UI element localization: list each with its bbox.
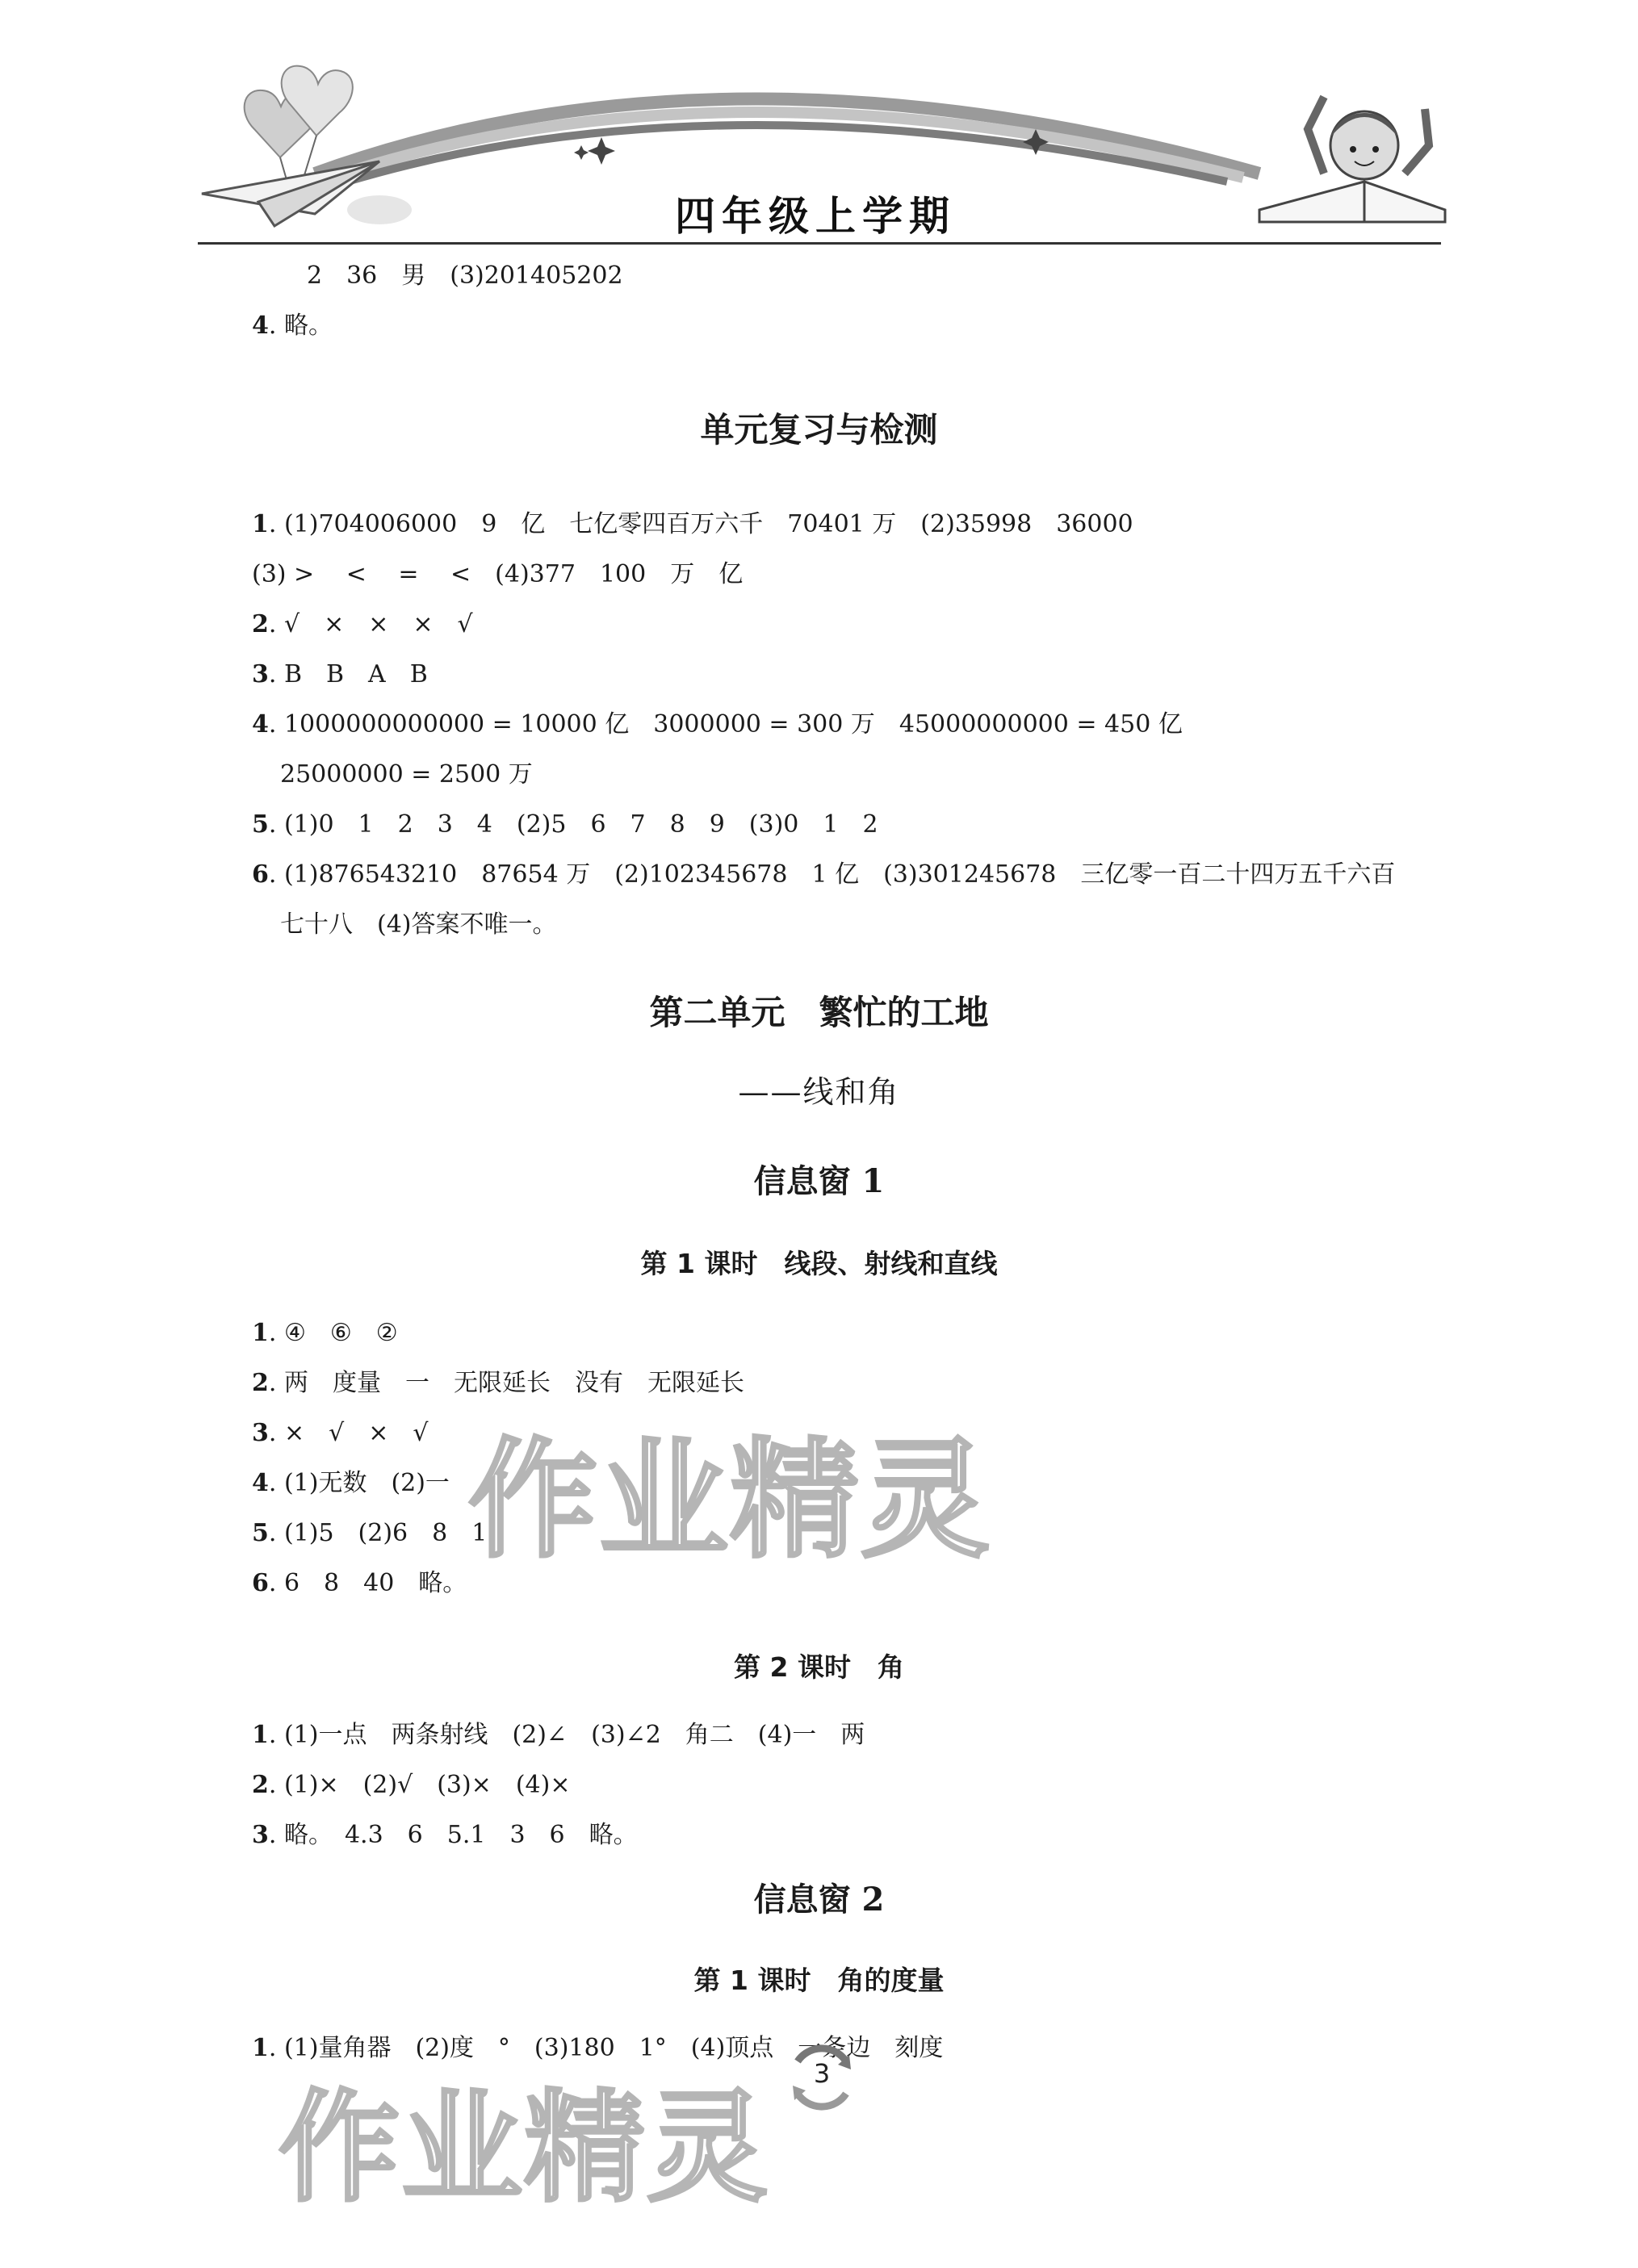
answer-line: 2. (1)× (2)√ (3)× (4)× [252,1771,571,1799]
answer-line: 3. 略。 4.3 6 5.1 3 6 略。 [252,1821,638,1849]
answer-line: 4. (1)无数 (2)一 [252,1469,450,1497]
page-number: 3 [781,2037,862,2118]
answer-line: 2 36 男 (3)201405202 [307,262,623,290]
lesson-title: 第 1 课时 线段、射线和直线 [640,1248,998,1279]
watermark: 作业精灵 [279,2078,770,2219]
header-divider [198,242,1441,245]
lesson-title: 第 1 课时 角的度量 [693,1965,945,1996]
answer-line: 2. 两 度量 一 无限延长 没有 无限延长 [252,1369,744,1397]
unit-subtitle: ——线和角 [738,1074,900,1110]
unit-title: 第二单元 繁忙的工地 [649,993,989,1032]
answer-line: (3) > < = < (4)377 100 万 亿 [252,560,744,588]
info-window-title: 信息窗 2 [753,1881,885,1919]
answer-line: 1. (1)一点 两条射线 (2)∠ (3)∠2 角二 (4)一 两 [252,1721,865,1749]
info-window-title: 信息窗 1 [753,1162,885,1200]
answer-line: 3. × √ × √ [252,1419,429,1447]
answer-line: 3. B B A B [252,660,428,688]
watermark: 作业精灵 [468,1425,992,1575]
answer-line: 七十八 (4)答案不唯一。 [280,910,557,939]
answer-line: 25000000 = 2500 万 [280,760,533,789]
answer-line: 1. (1)704006000 9 亿 七亿零四百万六千 70401 万 (2)35998 36000 [252,510,1133,538]
section-title: 单元复习与检测 [700,410,938,450]
answer-line: 6. 6 8 40 略。 [252,1569,467,1597]
answer-line: 1. (1)量角器 (2)度 ° (3)180 1° (4)顶点 一条边 刻度 [252,2034,944,2062]
answer-line: 5. (1)0 1 2 3 4 (2)5 6 7 8 9 (3)0 1 2 [252,810,878,839]
grade-title: 四年级上学期 [675,193,956,240]
answer-line: 1. ④ ⑥ ② [252,1319,398,1347]
answer-line: 4. 1000000000000 = 10000 亿 3000000 = 300 万 45000000000 = 450 亿 [252,710,1183,739]
answer-line: 2. √ × × × √ [252,610,473,638]
page-header [0,0,1638,258]
reading-girl-icon [1259,97,1445,222]
answer-line: 4. 略。 [252,312,333,340]
lesson-title: 第 2 课时 角 [734,1651,904,1683]
answer-line: 6. (1)876543210 87654 万 (2)102345678 1 亿 (3)301245678 三亿零一百二十四万五千六百 [252,860,1396,889]
answer-line: 5. (1)5 (2)6 8 1 [252,1519,488,1547]
